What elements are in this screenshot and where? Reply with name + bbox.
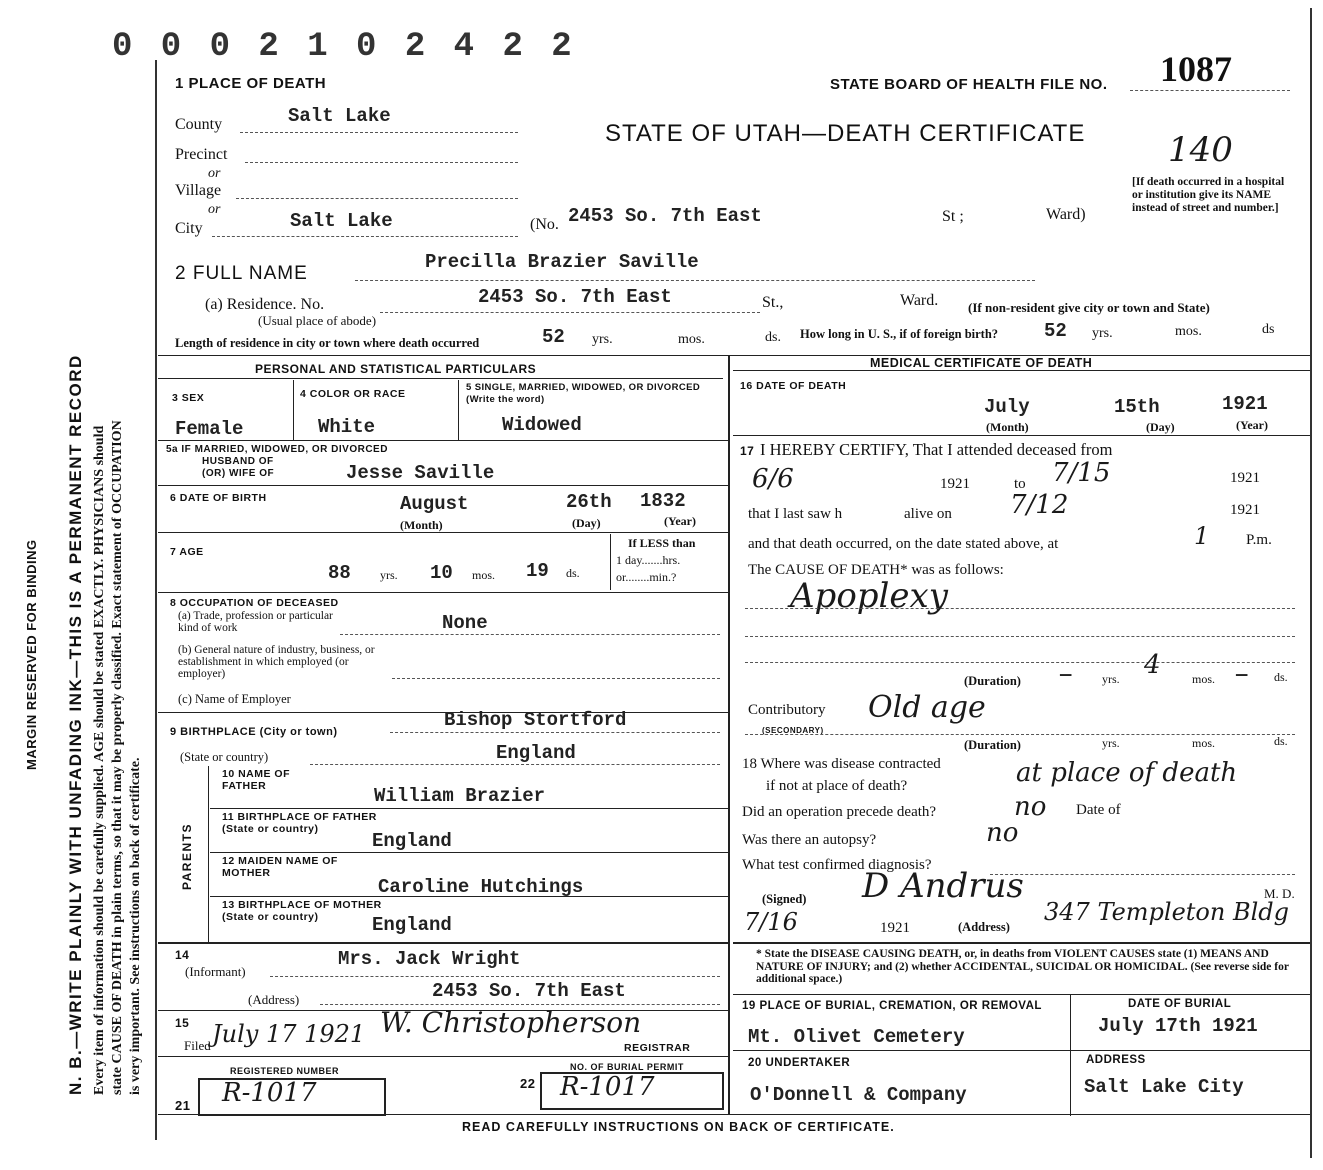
personal-heading: PERSONAL AND STATISTICAL PARTICULARS <box>255 362 537 376</box>
duration-years: — <box>1060 664 1072 686</box>
filed-date: July 17 1921 <box>212 1020 366 1048</box>
attended-from-year: 1921 <box>940 476 970 492</box>
age-years: 88 <box>328 562 351 584</box>
husband-label-3: (OR) WIFE OF <box>202 468 275 479</box>
binding-margin-label: MARGIN RESERVED FOR BINDING <box>24 539 39 770</box>
last-saw-year: 1921 <box>1230 502 1260 518</box>
instructions-line-2: state CAUSE OF DEATH in plain terms, so that it may be properly classified. Exact statement of OCCUPATION <box>110 420 125 1095</box>
death-month: July <box>984 396 1030 418</box>
cause-of-death-value: Apoplexy <box>790 576 948 616</box>
q18-value: at place of death <box>1016 758 1238 788</box>
dob-year: 1832 <box>640 490 686 512</box>
registered-number-label: REGISTERED NUMBER <box>230 1066 340 1076</box>
undertaker-address-value: Salt Lake City <box>1084 1076 1244 1098</box>
q18-label-2: if not at place of death? <box>766 778 908 794</box>
mos-label: mos. <box>678 332 705 347</box>
registrar-signature: W. Christopherson <box>380 1006 642 1039</box>
yrs-label: yrs. <box>592 332 613 347</box>
informant-number: 14 <box>175 948 190 962</box>
form-left-border <box>155 60 157 1140</box>
employer-label: (c) Name of Employer <box>178 692 291 706</box>
father-birthplace-value: England <box>372 830 452 852</box>
less-label-2: 1 day.......hrs. <box>616 553 681 567</box>
ds-label: ds. <box>765 330 781 345</box>
death-street-value: 2453 So. 7th East <box>568 205 762 227</box>
filed-number: 15 <box>175 1016 190 1030</box>
permanent-record-warning: N. B.—WRITE PLAINLY WITH UNFADING INK—THIS IS A PERMANENT RECORD <box>66 354 85 1095</box>
physician-signature: D Andrus <box>862 866 1024 906</box>
certificate-title: STATE OF UTAH—DEATH CERTIFICATE <box>605 120 1086 147</box>
dob-day-label: (Day) <box>572 516 601 530</box>
husband-value: Jesse Saville <box>346 462 495 484</box>
death-time-label: and that death occurred, on the date stated above, at <box>748 536 1059 552</box>
years-in-us-label: How long in U. S., if of foreign birth? <box>800 327 999 341</box>
secondary-label: (SECONDARY) <box>762 726 824 735</box>
registered-number-prefix: 21 <box>175 1098 191 1113</box>
signed-year: 1921 <box>880 920 910 936</box>
operation-value: no <box>1014 792 1047 822</box>
occupation-value: None <box>442 612 488 634</box>
father-birthplace-label: 11 BIRTHPLACE OF FATHER (State or country) <box>222 811 377 835</box>
birthplace-label: 9 BIRTHPLACE (City or town) <box>170 726 338 738</box>
informant-label: (Informant) <box>185 964 246 979</box>
husband-label-1: 5a IF MARRIED, WIDOWED, OR DIVORCED <box>166 444 388 455</box>
village-label: Village <box>175 182 222 199</box>
undertaker-value: O'Donnell & Company <box>750 1084 967 1106</box>
hospital-note: [If death occurred in a hospital or institution give its NAME instead of street and number.] <box>1132 176 1285 214</box>
attended-to-date: 7/15 <box>1052 458 1111 488</box>
ward-label: Ward) <box>1046 206 1086 223</box>
birthplace-city: Bishop Stortford <box>444 709 627 731</box>
autopsy-value: no <box>986 818 1019 848</box>
file-no-label: STATE BOARD OF HEALTH FILE NO. <box>830 76 1108 93</box>
city-label: City <box>175 220 203 237</box>
birthplace-country: England <box>496 742 576 764</box>
father-name-value: William Brazier <box>374 785 546 807</box>
physician-address-value: 347 Templeton Bldg <box>1044 898 1290 926</box>
residence-value: 2453 So. 7th East <box>478 286 672 308</box>
death-time-ampm: P.m. <box>1246 532 1272 548</box>
to-label: to <box>1014 476 1026 492</box>
duration-months: 4 <box>1144 650 1161 680</box>
death-day-label: (Day) <box>1146 420 1175 434</box>
dob-day: 26th <box>566 491 612 513</box>
occupation-a-label: (a) Trade, profession or particular kind of work <box>178 610 333 634</box>
cause-footnote: * State the DISEASE CAUSING DEATH, or, in deaths from VIOLENT CAUSES state (1) MEANS AND NATURE OF INJURY; and (2) whether ACCIDENTAL, SUICIDAL OR HOMICIDAL. (See reverse side for additional space.) <box>756 948 1289 985</box>
stamp-number: 0 0 0 2 1 0 2 4 2 2 <box>112 28 576 66</box>
registrar-label: REGISTRAR <box>624 1042 691 1054</box>
form-right-border <box>1310 8 1312 1158</box>
q18-label: 18 Where was disease contracted <box>742 756 941 772</box>
us-ds-label: ds <box>1262 322 1275 337</box>
certify-number: 17 <box>740 444 755 458</box>
informant-address-label: (Address) <box>248 992 300 1007</box>
age-ds-label: ds. <box>566 566 580 580</box>
county-value: Salt Lake <box>288 105 391 127</box>
burial-permit-value: R-1017 <box>560 1072 655 1102</box>
duration-mos-label: mos. <box>1192 672 1216 686</box>
dob-month-label: (Month) <box>400 518 443 532</box>
residence-ward-label: Ward. <box>900 292 939 309</box>
parents-label: PARENTS <box>180 823 194 890</box>
us-mos-label: mos. <box>1175 324 1202 339</box>
color-label: 4 COLOR OR RACE <box>300 388 406 400</box>
nonresident-note: (If non-resident give city or town and State) <box>968 300 1210 315</box>
contributory-label: Contributory <box>748 702 826 718</box>
less-label-3: or........min.? <box>616 570 677 584</box>
operation-label: Did an operation precede death? <box>742 804 937 820</box>
death-month-label: (Month) <box>986 420 1029 434</box>
occupation-b-label: (b) General nature of industry, business, or establishment in which employed (or employer) <box>178 644 375 680</box>
duration-yrs-label: yrs. <box>1102 672 1120 686</box>
st-label: St ; <box>942 208 964 225</box>
precinct-label: Precinct <box>175 146 228 163</box>
dob-label: 6 DATE OF BIRTH <box>170 492 267 504</box>
years-in-us-value: 52 <box>1044 320 1067 342</box>
age-months: 10 <box>430 562 453 584</box>
death-year-label: (Year) <box>1236 418 1268 432</box>
duration-label: (Duration) <box>964 674 1021 688</box>
mother-birthplace-label: 13 BIRTHPLACE OF MOTHER (State or country) <box>222 899 382 923</box>
length-residence-years: 52 <box>542 326 565 348</box>
burial-permit-label: NO. OF BURIAL PERMIT <box>570 1062 684 1072</box>
birthplace-state-label: (State or country) <box>180 750 269 764</box>
duration2-yrs-label: yrs. <box>1102 736 1120 750</box>
sex-label: 3 SEX <box>172 392 205 404</box>
mother-name-label: 12 MAIDEN NAME OF MOTHER <box>222 855 338 879</box>
full-name-value: Precilla Brazier Saville <box>425 251 699 273</box>
signed-date: 7/16 <box>744 908 798 936</box>
marital-value: Widowed <box>502 414 582 436</box>
or-label-1: or <box>208 166 221 181</box>
mother-name-value: Caroline Hutchings <box>378 876 584 898</box>
duration-ds-label: ds. <box>1274 670 1288 684</box>
residence-st-label: St., <box>762 294 784 311</box>
street-no-label: (No. <box>530 216 559 233</box>
certify-text: I HEREBY CERTIFY, That I attended deceased from <box>760 440 1113 459</box>
burial-date-value: July 17th 1921 <box>1098 1015 1258 1037</box>
or-label-2: or <box>208 202 221 217</box>
duration2-label: (Duration) <box>964 738 1021 752</box>
informant-value: Mrs. Jack Wright <box>338 948 521 970</box>
burial-date-label: DATE OF BURIAL <box>1128 998 1232 1010</box>
county-label: County <box>175 116 223 133</box>
contributory-value: Old age <box>868 690 986 725</box>
occupation-label: 8 OCCUPATION OF DECEASED <box>170 597 339 609</box>
age-mos-label: mos. <box>472 568 496 582</box>
undertaker-address-label: ADDRESS <box>1086 1054 1146 1066</box>
burial-place-value: Mt. Olivet Cemetery <box>748 1026 965 1048</box>
death-year: 1921 <box>1222 393 1268 415</box>
burial-permit-prefix: 22 <box>520 1076 536 1091</box>
last-saw-label: that I last saw h <box>748 506 843 522</box>
test-label: What test confirmed diagnosis? <box>742 857 932 873</box>
undertaker-label: 20 UNDERTAKER <box>748 1057 851 1069</box>
dob-month: August <box>400 493 469 515</box>
duration-days: — <box>1236 664 1248 686</box>
city-value: Salt Lake <box>290 210 393 232</box>
registered-number-value: R-1017 <box>222 1078 317 1108</box>
color-value: White <box>318 416 376 438</box>
burial-place-label: 19 PLACE OF BURIAL, CREMATION, OR REMOVAL <box>742 1000 1042 1012</box>
age-label: 7 AGE <box>170 546 204 558</box>
less-label-1: If LESS than <box>628 536 696 550</box>
informant-address-value: 2453 So. 7th East <box>432 980 626 1002</box>
mother-birthplace-value: England <box>372 914 452 936</box>
filed-label: Filed <box>184 1038 211 1053</box>
marital-label: 5 SINGLE, MARRIED, WIDOWED, OR DIVORCED (Write the word) <box>466 382 701 405</box>
physician-address-label: (Address) <box>958 920 1010 934</box>
age-days: 19 <box>526 560 549 582</box>
us-yrs-label: yrs. <box>1092 326 1113 341</box>
handwritten-number: 140 <box>1168 130 1233 170</box>
attended-to-year: 1921 <box>1230 470 1260 486</box>
place-of-death-label: 1 PLACE OF DEATH <box>175 75 327 92</box>
death-day: 15th <box>1114 396 1160 418</box>
attended-from-date: 6/6 <box>752 464 794 494</box>
residence-label: (a) Residence. No. <box>205 296 325 313</box>
alive-on-label: alive on <box>904 506 952 522</box>
death-time-value: 1 <box>1194 522 1210 550</box>
sex-value: Female <box>175 418 244 440</box>
last-saw-date: 7/12 <box>1010 490 1069 520</box>
cause-of-death-label: The CAUSE OF DEATH* was as follows: <box>748 562 1004 578</box>
date-of-death-label: 16 DATE OF DEATH <box>740 380 847 392</box>
back-instructions: READ CAREFULLY INSTRUCTIONS ON BACK OF CERTIFICATE. <box>462 1120 895 1134</box>
dob-year-label: (Year) <box>664 514 696 528</box>
husband-label-2: HUSBAND OF <box>202 456 274 467</box>
father-name-label: 10 NAME OF FATHER <box>222 768 291 792</box>
instructions-line-3: is very important. See instructions on back of certificate. <box>128 757 143 1095</box>
full-name-label: 2 FULL NAME <box>175 263 308 284</box>
abode-note: (Usual place of abode) <box>258 313 377 328</box>
md-label: M. D. <box>1264 886 1295 901</box>
operation-date-label: Date of <box>1076 802 1121 818</box>
file-number: 1087 <box>1160 49 1232 89</box>
duration2-ds-label: ds. <box>1274 734 1288 748</box>
age-yrs-label: yrs. <box>380 568 398 582</box>
instructions-line-1: Every item of information should be carefully supplied. AGE should be stated EXACTLY. PHYSICIANS should <box>92 425 107 1095</box>
autopsy-label: Was there an autopsy? <box>742 832 877 848</box>
length-residence-label: Length of residence in city or town where death occurred <box>175 336 480 350</box>
medical-heading: MEDICAL CERTIFICATE OF DEATH <box>870 356 1093 370</box>
duration2-mos-label: mos. <box>1192 736 1216 750</box>
signed-label: (Signed) <box>762 892 807 906</box>
